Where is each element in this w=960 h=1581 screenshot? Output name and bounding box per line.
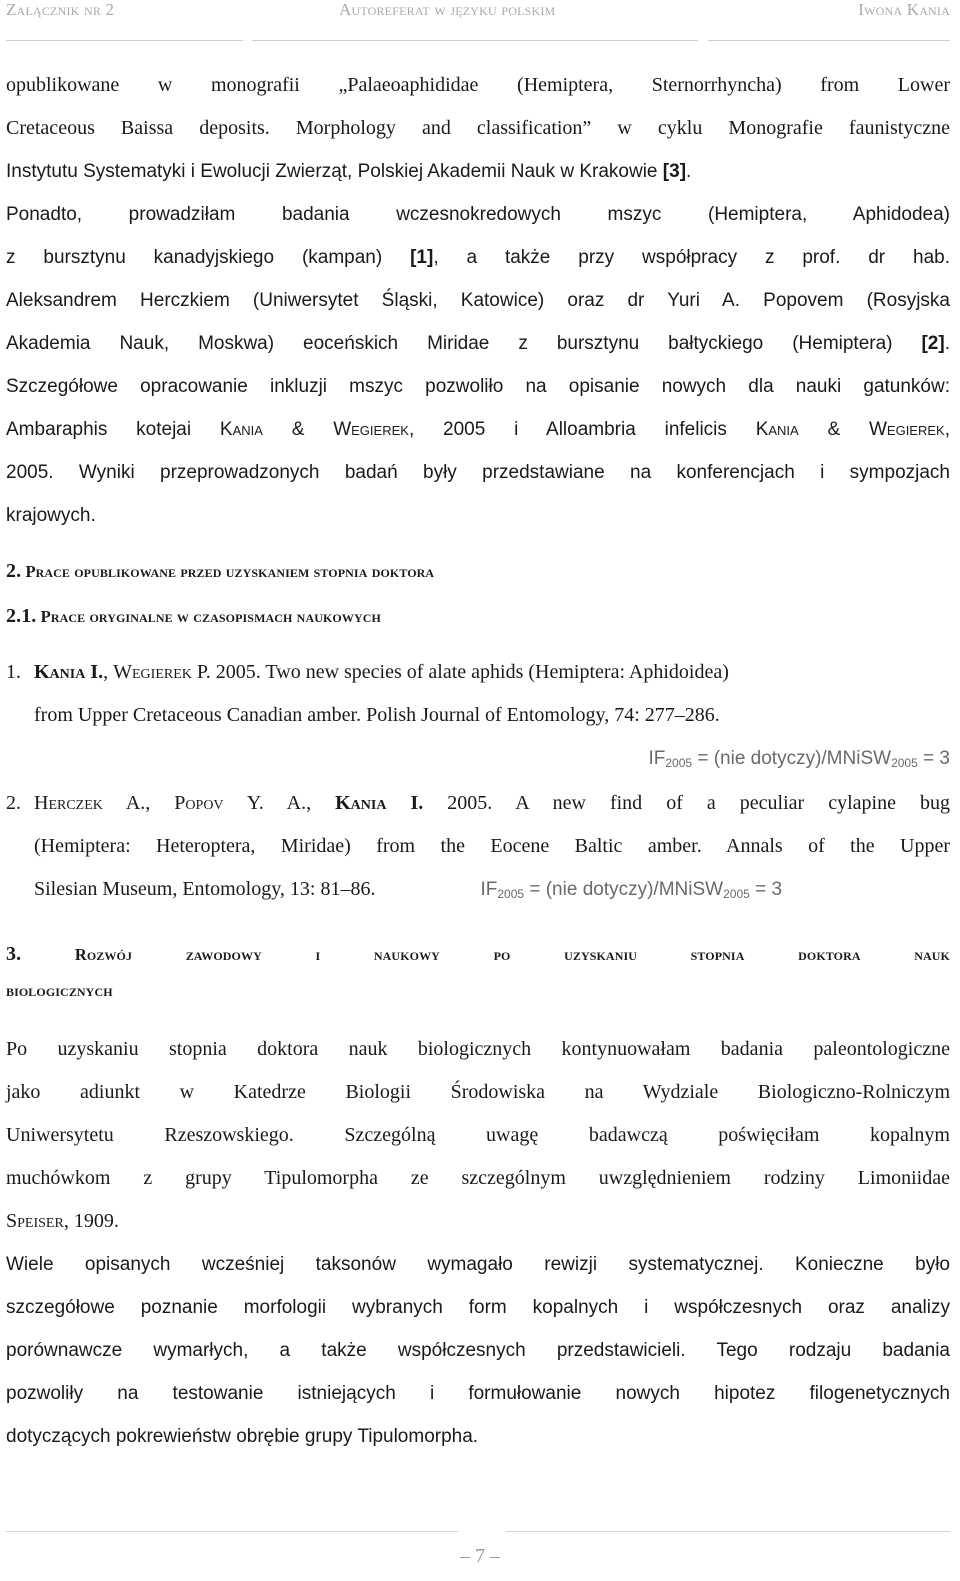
author-name: Speiser [6,1210,64,1232]
p1-line: Aleksandrem Herczkiem (Uniwersytet Śląski, Katowice) oraz dr Yuri A. Popovem (Rosyjska [6,290,950,311]
if-year: 2005 [665,756,693,770]
footer-rule [6,1531,950,1532]
if-label: IF [480,879,498,900]
citation-ref: [3] [662,161,687,182]
section-number: 3. [6,943,22,965]
header-rule [6,40,950,41]
p3-line: porównawcze wymarłych, a także współczesnych przedstawicieli. Tego rodzaju badania [6,1340,950,1361]
paragraph-1 [6,64,950,537]
p1-line: opublikowane w monografii „Palaeoaphididae (Hemiptera, Sternorrhyncha) from Lower [6,74,950,96]
author-name: Kania [219,419,263,440]
p1-line: Instytutu Systematyki i Ewolucji Zwierząt, Polskiej Akademii Nauk w Krakowie [3]. [6,161,692,182]
citation-ref: [2] [921,333,945,354]
reference-line [6,651,950,694]
reference-line [6,782,950,825]
ampersand: & [827,419,841,440]
species-name: , 2005 i Alloambria infelicis [408,419,727,440]
subsection-heading [6,604,950,629]
p1-line: 2005. Wyniki przeprowadzonych badań były przedstawiane na konferencjach i sympozjach [6,462,950,483]
section-title: Rozwój zawodowy i naukowy po uzyskaniu stopnia doktora nauk [74,945,950,964]
p1-text: Akademia Nauk, Moskwa) eoceńskich Miridae z bursztynu bałtyckiego (Hemiptera) [6,333,893,354]
p3-line: Wiele opisanych wcześniej taksonów wymagało rewizji systematycznej. Konieczne było [6,1254,950,1275]
running-header [6,0,950,20]
paragraph-2 [6,1028,950,1243]
author-name: Kania I. [34,661,104,683]
p2-text: , 1909. [63,1210,119,1232]
if-year: 2005 [497,887,525,901]
if-year: 2005 [723,887,750,901]
section-title: Prace oryginalne w czasopismach naukowych [40,607,381,626]
reference-text: P. 2005. Two new species of alate aphids (Hemiptera: Aphidoidea) [191,661,729,683]
species-name: Ambaraphis kotejai [6,419,192,440]
p2-line: Uniwersytetu Rzeszowskiego. Szczególną uwagę badawczą poświęciłam kopalnym [6,1124,950,1146]
punctuation: , [944,419,950,440]
author-name: Wegierek [333,419,409,440]
reference-text: (Hemiptera: Heteroptera, Miridae) from the Eocene Baltic amber. Annals of the Upper [34,835,950,857]
section-heading [6,933,950,976]
author-name: Kania I. [335,792,424,814]
p1-line: Akademia Nauk, Moskwa) eoceńskich Miridae z bursztynu bałtyckiego (Hemiptera) [2]. [6,333,950,354]
p1-text: z bursztynu kanadyjskiego (kampan) [6,247,383,268]
reference-text: from Upper Cretaceous Canadian amber. Polish Journal of Entomology, 74: 277–286. [34,704,720,726]
section-heading [6,559,950,584]
author-name: Popov [174,792,224,814]
punctuation: , [103,661,114,683]
author-name: Wegierek [868,419,945,440]
p3-line: pozwoliły na testowanie istniejących i formułowanie nowych hipotez filogenetycznych [6,1383,950,1404]
page-number: – 7 – [460,1545,500,1567]
reference-text: Silesian Museum, Entomology, 13: 81–86. [34,878,376,900]
p2-line: Po uzyskaniu stopnia doktora nauk biologicznych kontynuowałam badania paleontologiczne [6,1038,950,1060]
header-center: Autoreferat w języku polskim [339,0,556,19]
p3-line: dotyczących pokrewieństw obrębie grupy Tipulomorpha. [6,1426,479,1447]
reference-text: 2005. A new find of a peculiar cylapine bug [423,792,950,814]
citation-ref: [1] [410,247,434,268]
reference-line [6,868,950,913]
p1-line: Szczegółowe opracowanie inkluzji mszyc pozwoliło na opisanie nowych dla nauki gatunków: [6,376,950,397]
if-text: = (nie dotyczy)/MNiSW [692,748,892,769]
author-name: Wegierek [113,661,192,683]
section-title-continued: biologicznych [6,981,113,1000]
if-year: 2005 [891,756,918,770]
p1-text: , a także przy współpracy z prof. dr hab. [433,247,951,268]
p2-line [6,1200,950,1243]
document-body [6,64,950,1458]
reference-line [6,825,950,868]
reference-number: 1. [6,661,21,683]
author-name: Kania [755,419,799,440]
p1-line [6,408,950,451]
reference-line [6,694,950,737]
section-number: 2.1. [6,605,37,627]
author-name: Herczek [34,792,103,814]
p1-line: Ponadto, prowadziłam badania wczesnokredowych mszyc (Hemiptera, Aphidodea) [6,204,950,225]
reference-item [6,782,950,913]
p1-line [6,236,950,279]
section-number: 2. [6,560,22,582]
impact-factor [6,737,950,782]
if-label: IF [648,748,666,769]
header-left: Załącznik nr 2 [6,0,115,19]
header-right: Iwona Kania [858,0,950,19]
paragraph-3 [6,1243,950,1458]
reference-item [6,651,950,782]
p1-text: Instytutu Systematyki i Ewolucji Zwierząt, Polskiej Akademii Nauk w Krakowie [6,161,658,182]
punctuation: Y. A., [223,792,336,814]
p2-line: muchówkom z grupy Tipulomorpha ze szczególnym uwzględnieniem rodziny Limoniidae [6,1167,950,1189]
if-value: = 3 [749,879,783,900]
if-value: = 3 [917,748,950,769]
p1-line: krajowych. [6,505,96,526]
section-title: Prace opublikowane przed uzyskaniem stopnia doktora [25,562,435,581]
ampersand: & [291,419,305,440]
punctuation: A., [102,792,175,814]
p2-line: jako adiunkt w Katedrze Biologii Środowiska na Wydziale Biologiczno-Rolniczym [6,1081,950,1103]
p1-line: Cretaceous Baissa deposits. Morphology and classification” w cyklu Monografie faunistyczne [6,117,950,139]
p3-line: szczegółowe poznanie morfologii wybranych form kopalnych i współczesnych oraz analizy [6,1297,950,1318]
reference-number: 2. [6,792,21,814]
if-text: = (nie dotyczy)/MNiSW [524,879,724,900]
